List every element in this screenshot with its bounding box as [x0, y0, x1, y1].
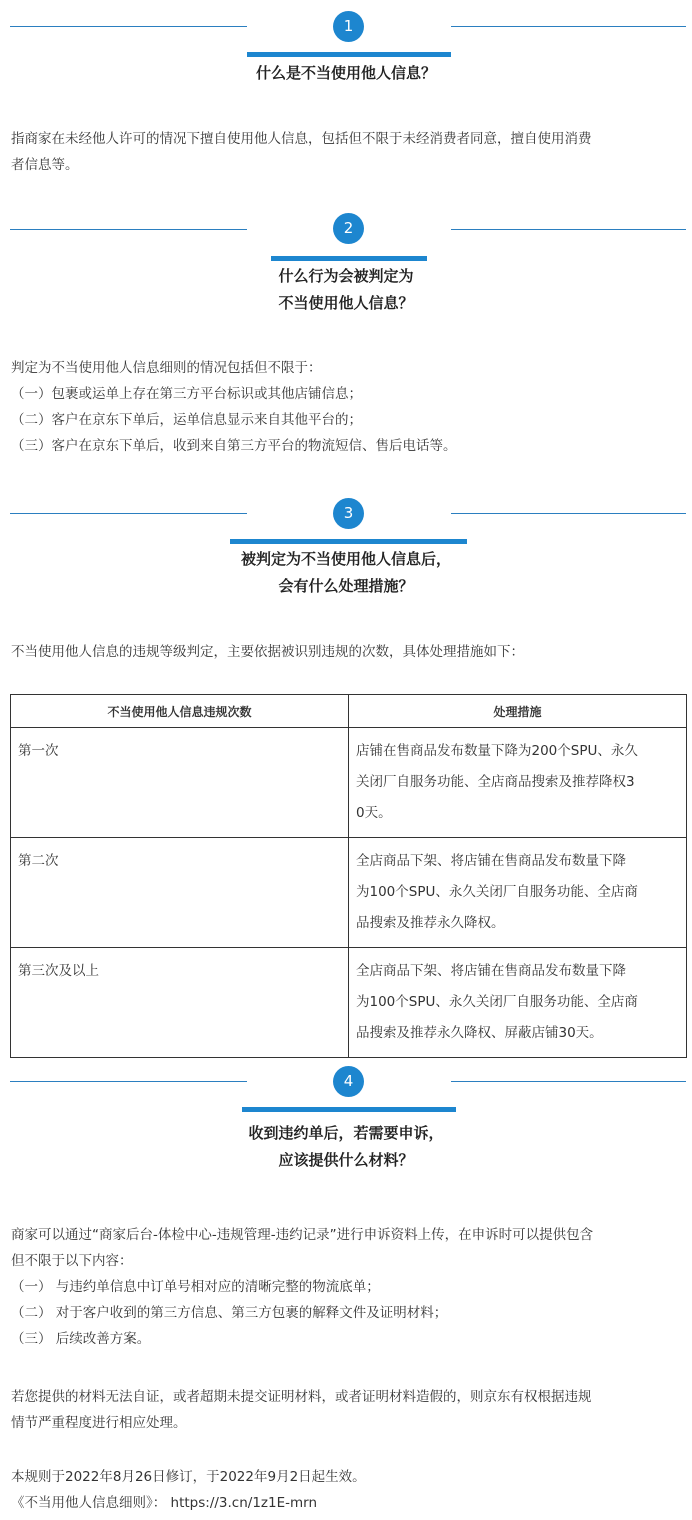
table-row: [11, 728, 687, 838]
list-item: （二） 对于客户收到的第三方信息、第三方包裹的解释文件及证明材料；: [11, 1305, 448, 1321]
section-title: [0, 60, 692, 87]
penalty-table: [10, 694, 687, 1058]
section-number-badge: 3: [333, 498, 364, 529]
measure-cell: [349, 728, 687, 838]
table-row: [11, 838, 687, 948]
table-header-measure: 处理措施: [349, 695, 687, 728]
divider-right: [451, 513, 686, 514]
body-line: 不当使用他人信息的违规等级判定，主要依据被识别违规的次数，具体处理措施如下：: [11, 644, 524, 660]
section-1-body: [11, 126, 687, 178]
divider-left: [10, 513, 247, 514]
list-item: （二）客户在京东下单后，运单信息显示来自其他平台的；: [11, 412, 362, 428]
title-bar: [247, 52, 451, 57]
list-item: （一）包裹或运单上存在第三方平台标识或其他店铺信息；: [11, 386, 362, 402]
body-line: 但不限于以下内容：: [11, 1253, 133, 1269]
section-title: [0, 546, 692, 600]
violation-count-cell: 第一次: [11, 728, 349, 838]
divider-right: [451, 26, 686, 27]
list-item: （三） 后续改善方案。: [11, 1331, 151, 1347]
footer: [11, 1464, 687, 1516]
divider-left: [10, 1081, 247, 1082]
table-row: [11, 948, 687, 1058]
body-line: 者信息等。: [11, 157, 79, 173]
title-bar: [230, 539, 467, 544]
section-number-badge: 4: [333, 1066, 364, 1097]
list-item: （三）客户在京东下单后，收到来自第三方平台的物流短信、售后电话等。: [11, 438, 457, 454]
rule-link-text: 《不当用他人信息细则》： https://3.cn/1z1E-mrn: [11, 1495, 318, 1511]
section-4-note: [11, 1384, 687, 1436]
measure-cell: [349, 948, 687, 1058]
section-title-line: 什么是不当使用他人信息？: [255, 64, 436, 82]
section-title-line: 不当使用他人信息？: [278, 294, 414, 312]
measure-line: 为100个SPU、永久关闭厂自服务功能、全店商: [356, 884, 638, 900]
divider-right: [451, 1081, 686, 1082]
measure-cell: [349, 838, 687, 948]
table-header-row: [11, 695, 687, 728]
divider-right: [451, 229, 686, 230]
section-4-body: [11, 1222, 687, 1352]
measure-line: 品搜索及推荐永久降权、屏蔽店铺30天。: [356, 1025, 603, 1041]
measure-line: 全店商品下架、将店铺在售商品发布数量下降: [356, 853, 626, 869]
body-line: 商家可以通过“商家后台-体检中心-违规管理-违约记录”进行申诉资料上传，在申诉时可以提供包含: [11, 1227, 594, 1243]
section-number-badge: 1: [333, 11, 364, 42]
measure-line: 店铺在售商品发布数量下降为200个SPU、永久: [356, 743, 638, 759]
title-bar: [271, 256, 427, 261]
violation-count-cell: 第三次及以上: [11, 948, 349, 1058]
section-title-line: 收到违约单后，若需要申诉，: [248, 1124, 444, 1142]
body-line: 若您提供的材料无法自证，或者超期未提交证明材料，或者证明材料造假的，则京东有权根据违规: [11, 1389, 592, 1405]
measure-line: 品搜索及推荐永久降权。: [356, 915, 505, 931]
body-line: 判定为不当使用他人信息细则的情况包括但不限于：: [11, 360, 322, 376]
section-title-line: 会有什么处理措施？: [278, 577, 414, 595]
section-number-badge: 2: [333, 213, 364, 244]
divider-left: [10, 229, 247, 230]
table-header-count: 不当使用他人信息违规次数: [11, 695, 349, 728]
divider-left: [10, 26, 247, 27]
measure-line: 为100个SPU、永久关闭厂自服务功能、全店商: [356, 994, 638, 1010]
measure-line: 全店商品下架、将店铺在售商品发布数量下降: [356, 963, 626, 979]
section-title-line: 什么行为会被判定为: [278, 267, 414, 285]
body-line: 情节严重程度进行相应处理。: [11, 1415, 187, 1431]
section-2-body: [11, 355, 687, 459]
section-title: [0, 263, 692, 317]
section-title-line: 被判定为不当使用他人信息后，: [240, 550, 451, 568]
section-title-line: 应该提供什么材料？: [278, 1151, 414, 1169]
violation-count-cell: 第二次: [11, 838, 349, 948]
section-title: [0, 1120, 692, 1174]
measure-line: 0天。: [356, 805, 392, 821]
body-line: 指商家在未经他人许可的情况下擅自使用他人信息，包括但不限于未经消费者同意，擅自使用消费: [11, 131, 592, 147]
measure-line: 关闭厂自服务功能、全店商品搜索及推荐降权3: [356, 774, 635, 790]
list-item: （一） 与违约单信息中订单号相对应的清晰完整的物流底单；: [11, 1279, 380, 1295]
section-3-intro: [11, 639, 687, 665]
title-bar: [242, 1107, 456, 1112]
effective-date-text: 本规则于2022年8月26日修订，于2022年9月2日起生效。: [11, 1469, 366, 1485]
